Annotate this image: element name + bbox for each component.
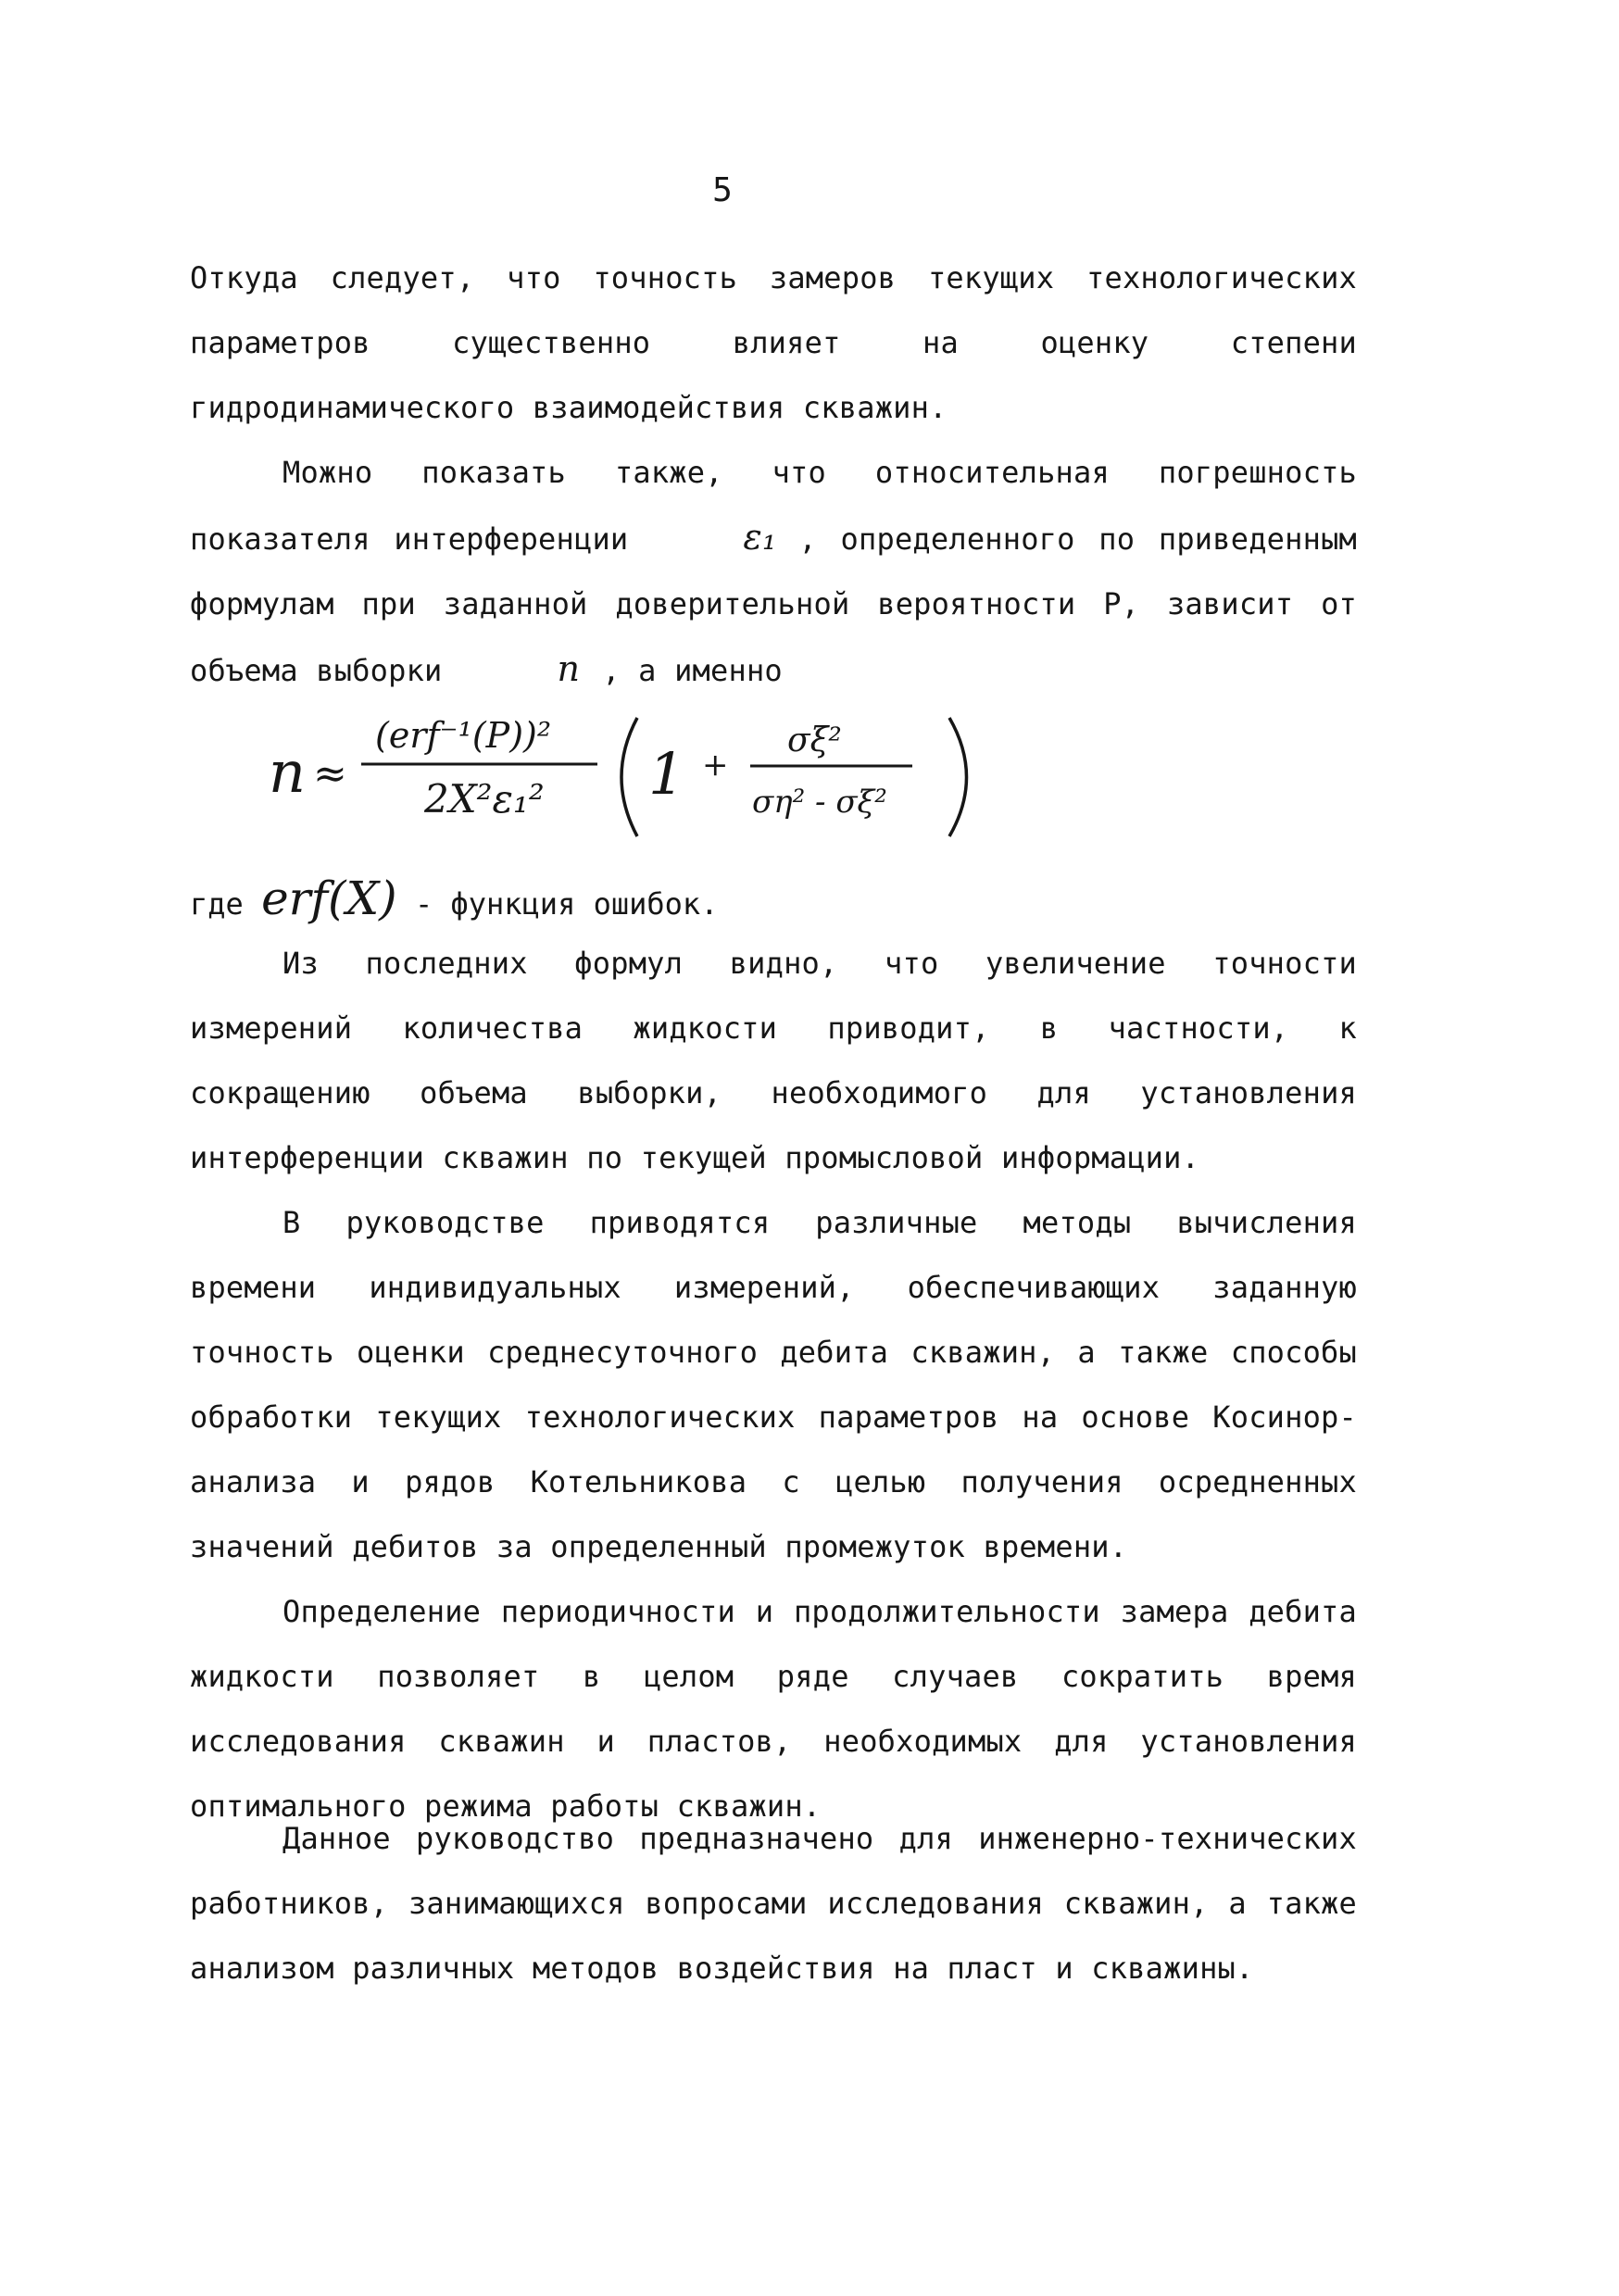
paragraph-2 — [190, 440, 1357, 703]
sample-size-symbol: n — [557, 648, 581, 689]
paragraph-3: Из последних формул видно, что увеличение точности измерений количества жидкости приводит, в частности, к сокращению объема выборки, необходимого для установления интерференции скважин по текущей промысловой информации. — [190, 946, 1357, 1175]
paragraph-5: Определение периодичности и продолжительности замера дебита жидкости позволяет в целом ряде случаев сократить время исследования скважин и пластов, необходимых для установления оптимального режима работы скважин. — [190, 1594, 1357, 1824]
formula-svg — [269, 690, 991, 852]
paragraph-4: В руководстве приводятся различные методы вычисления времени индивидуальных измерений, обеспечивающих заданную точность оценки среднесуточного дебита скважин, а также способы обработки текущих технологических параметров на основе Косинор-анализа и рядов Котельникова с целью получения осредненных значений дебитов за определенный промежуток времени. — [190, 1205, 1357, 1564]
formula-inner-denominator: ση² - σξ² — [752, 784, 887, 821]
paragraph-6: Данное руководство предназначено для инженерно-технических работников, занимающихся вопросами исследования скважин, а также анализом различных методов воздействия на пласт и скважины. — [190, 1821, 1357, 1986]
formula-approx: ≈ — [313, 750, 347, 797]
paragraph-2-part-b: , определенного по приведенным формулам при заданной доверительной вероятности P, зависит от объема выборки — [190, 521, 1357, 688]
paragraph-1: Откуда следует, что точность замеров текущих технологических параметров существенно влияет на оценку степени гидродинамического взаимодействия скважин. — [190, 260, 1357, 425]
epsilon-1-symbol: ε₁ — [743, 517, 777, 558]
page-number: 5 — [712, 171, 733, 209]
formula-inner-numerator: σξ² — [787, 721, 842, 759]
formula-legend-word: где — [190, 886, 244, 922]
paragraph-2-part-c: , а именно — [602, 653, 783, 688]
formula-lhs: n — [269, 738, 306, 806]
formula-legend — [190, 871, 718, 932]
formula-right-paren — [949, 718, 967, 836]
sample-size-formula — [269, 690, 991, 852]
paragraph-2-part-a: Можно показать также, что относительная погрешность показателя интерференции — [190, 455, 1357, 557]
formula-one: 1 — [648, 740, 685, 808]
formula-numerator: (erf⁻¹(P))² — [375, 715, 552, 756]
erf-symbol: erf(X) — [261, 872, 397, 925]
formula-left-paren — [621, 718, 637, 836]
formula-denominator: 2X²ε₁² — [424, 776, 545, 822]
formula-legend-text: - функция ошибок. — [414, 886, 719, 922]
formula-plus: + — [702, 747, 729, 784]
